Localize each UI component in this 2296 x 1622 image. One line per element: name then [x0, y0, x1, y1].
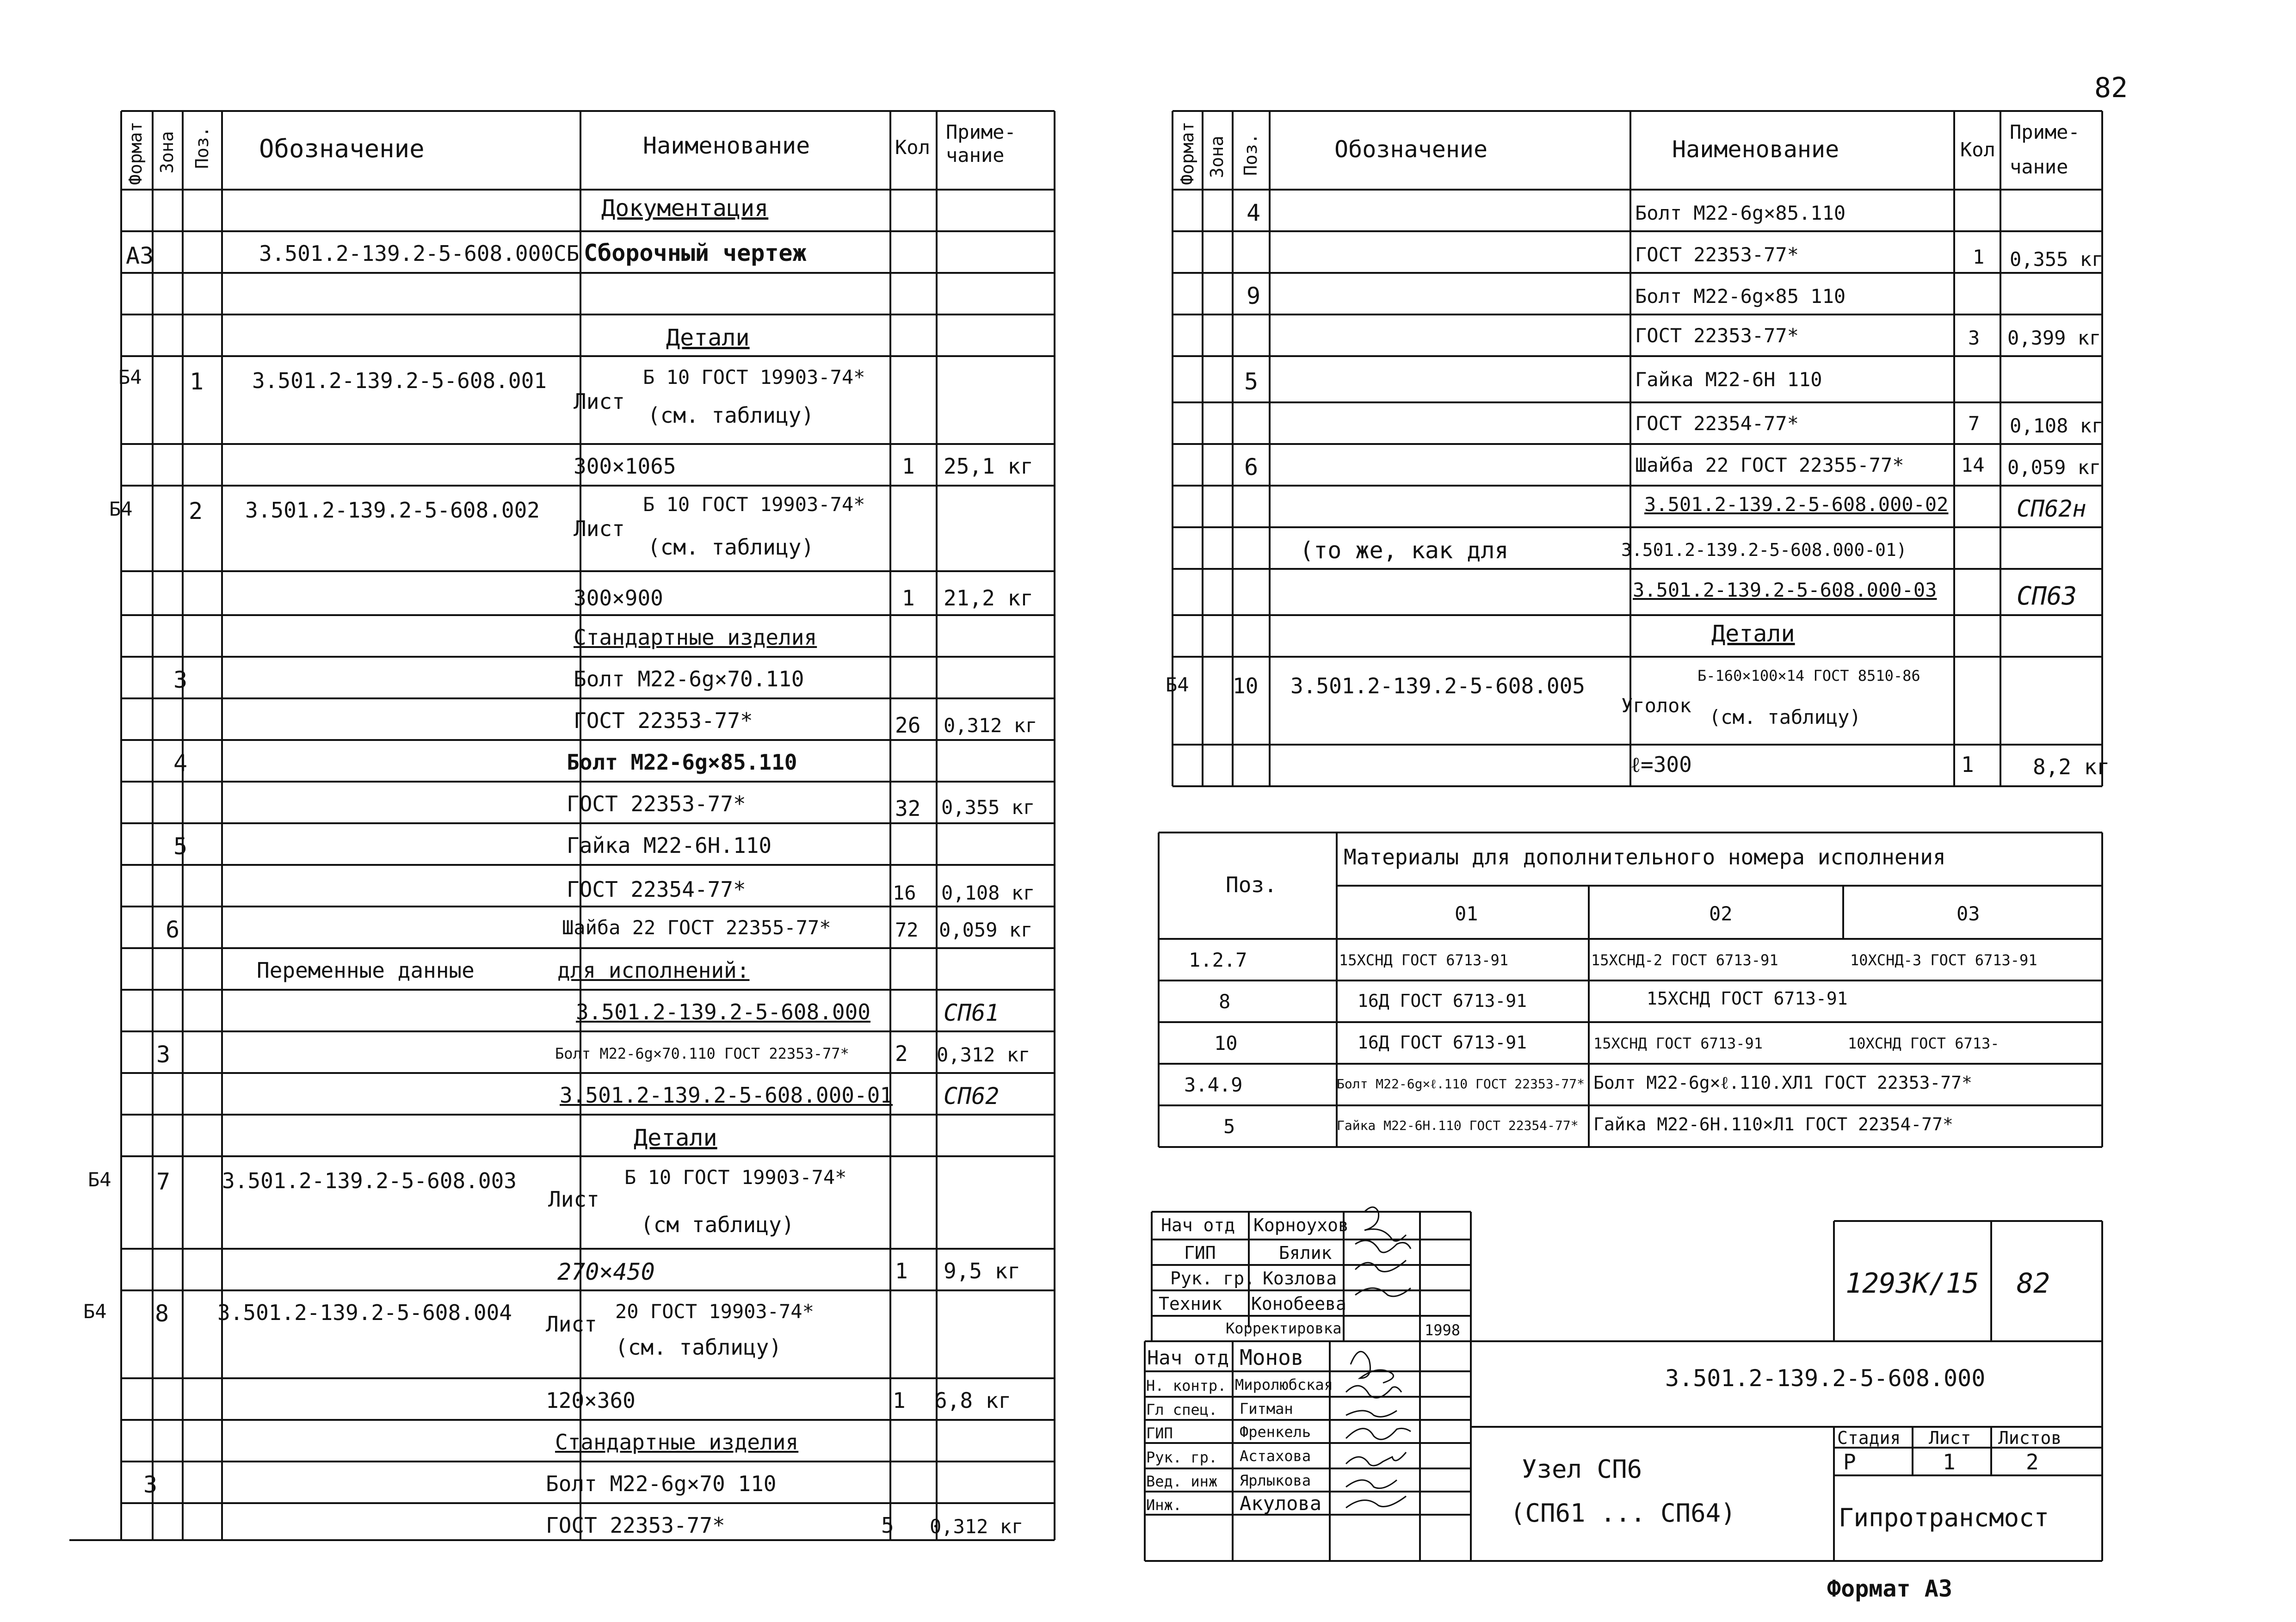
cell-pos: 7 — [156, 1168, 171, 1195]
cell-format: Б4 — [83, 1300, 107, 1323]
cell-pos: 9 — [1247, 283, 1261, 309]
cell-qty: 1 — [902, 454, 915, 479]
cell-name: 3.501.2-139.2-5-608.000 — [576, 999, 870, 1024]
cell-qty: 1 — [1961, 752, 1974, 777]
materials-cell: 10ХСНД-3 ГОСТ 6713-91 — [1850, 951, 2037, 969]
cell-name: 270×450 — [557, 1258, 655, 1285]
stamp-surname: Астахова — [1240, 1447, 1311, 1465]
cell-name: ℓ=300 — [1630, 752, 1692, 777]
header-name: Наименование — [1672, 136, 1839, 163]
cell-pos: 6 — [1244, 454, 1259, 481]
materials-cell: 10ХСНД ГОСТ 6713- — [1848, 1035, 2000, 1052]
cell-name: Болт М22-6g×70.110 — [574, 666, 804, 691]
drawing-title: Узел СП6 — [1522, 1455, 1642, 1484]
cell-pos: 4 — [1247, 199, 1261, 226]
cell-qty: 1 — [893, 1388, 906, 1413]
stamp-surname: Миролюбская — [1235, 1376, 1333, 1394]
cell-pos: 4 — [173, 750, 188, 777]
drawing-designation: 3.501.2-139.2-5-608.000 — [1665, 1365, 1986, 1392]
cell-name: 3.501.2-139.2-5-608.000-03 — [1633, 579, 1937, 601]
header-note-2: чание — [946, 144, 1005, 167]
materials-row-pos: 3.4.9 — [1184, 1073, 1243, 1096]
cell-qty: 32 — [895, 796, 921, 821]
cell-name: для исполнений: — [557, 958, 750, 983]
cell-designation: 3.501.2-139.2-5-608.005 — [1290, 673, 1585, 698]
cell-name-grade: Б 10 ГОСТ 19903-74* — [643, 366, 865, 389]
cell-name: Шайба 22 ГОСТ 22355-77* — [562, 916, 831, 939]
cell-note: 0,059 кг — [939, 919, 1033, 941]
cell-designation: 3.501.2-139.2-5-608.002 — [245, 498, 540, 523]
cell-name: Болт М22-6g×70 110 — [546, 1471, 777, 1496]
organization-name: Гипротрансмост — [1839, 1503, 2049, 1532]
signature-icon — [1332, 1341, 1420, 1517]
cell-name: ГОСТ 22353-77* — [546, 1513, 725, 1538]
header-name: Наименование — [643, 132, 810, 159]
cell-designation: 3.501.2-139.2-5-608.003 — [222, 1168, 517, 1193]
stamp-surname: Ярлыкова — [1240, 1472, 1311, 1489]
cell-note: 0,312 кг — [944, 714, 1037, 737]
cell-pos: 3 — [156, 1041, 171, 1068]
cell-format: Б4 — [109, 498, 133, 520]
cell-name-ref: (см. таблицу) — [648, 403, 815, 428]
cell-format: Б4 — [1166, 673, 1189, 696]
materials-col-02: 02 — [1709, 902, 1733, 925]
sheet-value: 1 — [1943, 1449, 1956, 1474]
cell-name: ГОСТ 22353-77* — [567, 791, 746, 816]
stamp-surname: Конобеева — [1251, 1294, 1346, 1314]
cell-note: 0,108 кг — [2010, 414, 2104, 437]
cell-name: 300×1065 — [574, 454, 676, 479]
cell-note: 25,1 кг — [944, 454, 1033, 479]
cell-name-word: Уголок — [1621, 694, 1691, 717]
materials-title: Материалы для дополнительного номера исполнения — [1344, 845, 1946, 870]
header-format: Формат — [125, 121, 146, 185]
cell-name: Болт М22-6g×85.110 — [567, 750, 797, 775]
cell-name: ГОСТ 22353-77* — [1635, 243, 1799, 266]
materials-col-03: 03 — [1957, 902, 1980, 925]
materials-cell: 16Д ГОСТ 6713-91 — [1358, 991, 1527, 1011]
cell-note: СП62н — [2017, 495, 2086, 522]
cell-note: СП62 — [944, 1083, 1000, 1110]
materials-row-pos: 8 — [1219, 990, 1231, 1013]
materials-cell: Гайка М22-6Н.110×Л1 ГОСТ 22354-77* — [1593, 1114, 1953, 1135]
stamp-surname: Френкель — [1240, 1423, 1311, 1441]
signature-icon — [1346, 1189, 1420, 1309]
stamp-role: Н. контр. — [1146, 1377, 1227, 1394]
cell-name: Болт М22-6g×85.110 — [1635, 202, 1846, 224]
stamp-surname: Бялик — [1279, 1243, 1332, 1263]
materials-cell: 15ХСНД-2 ГОСТ 6713-91 — [1591, 951, 1778, 969]
cell-pos: 8 — [155, 1300, 169, 1327]
doc-code: 1293К/15 — [1845, 1267, 1979, 1300]
cell-note: 0,312 кг — [930, 1515, 1024, 1538]
cell-qty: 1 — [902, 586, 915, 611]
cell-designation: 3.501.2-139.2-5-608.004 — [217, 1300, 512, 1325]
stamp-role: Рук. гр. — [1170, 1268, 1255, 1289]
cell-qty: 1 — [1973, 246, 1985, 268]
cell-format: Б4 — [118, 366, 142, 389]
section-heading: Стандартные изделия — [574, 625, 817, 650]
stamp-surname: Гитман — [1240, 1400, 1293, 1418]
cell-note: СП63 — [2017, 581, 2077, 611]
cell-pos: 1 — [190, 368, 204, 395]
cell-designation: 3.501.2-139.2-5-608.000СБ — [259, 241, 580, 266]
cell-name-ref: (см. таблицу) — [615, 1335, 782, 1360]
header-note-1: Приме- — [2010, 121, 2080, 143]
cell-name: Шайба 22 ГОСТ 22355-77* — [1635, 454, 1904, 476]
cell-name-grade: Б 10 ГОСТ 19903-74* — [643, 493, 865, 516]
cell-name: ГОСТ 22354-77* — [567, 877, 746, 902]
header-designation: Обозначение — [259, 134, 425, 163]
header-designation: Обозначение — [1334, 136, 1488, 163]
stamp-correction: Корректировка — [1226, 1320, 1342, 1337]
cell-name: Сборочный чертеж — [584, 240, 807, 266]
cell-name: 3.501.2-139.2-5-608.000-02 — [1644, 493, 1949, 516]
cell-name-ref: (см. таблицу) — [1709, 706, 1861, 728]
cell-name-word: Лист — [548, 1187, 599, 1212]
materials-cell: Болт М22-6g×ℓ.110.ХЛ1 ГОСТ 22353-77* — [1593, 1073, 1972, 1093]
cell-name: Гайка М22-6Н 110 — [1635, 368, 1822, 391]
stamp-role: Нач отд — [1147, 1346, 1229, 1369]
cell-name-word: Лист — [546, 1312, 597, 1337]
cell-pos: 5 — [173, 833, 188, 860]
cell-designation: (то же, как для — [1300, 537, 1509, 564]
cell-name: 120×360 — [546, 1388, 636, 1413]
materials-cell: Болт М22-6g×ℓ.110 ГОСТ 22353-77* — [1337, 1076, 1585, 1092]
header-pos: Поз. — [192, 126, 212, 169]
cell-name: 300×900 — [574, 586, 663, 611]
cell-note: 0,355 кг — [941, 796, 1035, 819]
materials-cell: Гайка М22-6Н.110 ГОСТ 22354-77* — [1337, 1118, 1579, 1133]
cell-name-ref: (см таблицу) — [641, 1212, 795, 1237]
stamp-surname: Акулова — [1240, 1492, 1322, 1515]
stamp-role: Рук. гр. — [1146, 1449, 1218, 1466]
cell-note: 8,2 кг — [2033, 754, 2110, 779]
cell-note: 21,2 кг — [944, 586, 1033, 611]
cell-name: 3.501.2-139.2-5-608.000-01) — [1621, 540, 1907, 560]
cell-qty: 3 — [1968, 327, 1980, 349]
cell-pos: 3 — [143, 1471, 158, 1498]
cell-note: 0,312 кг — [937, 1043, 1031, 1066]
cell-pos: 3 — [173, 666, 188, 693]
cell-qty: 14 — [1961, 454, 1985, 476]
cell-qty: 5 — [881, 1513, 894, 1538]
section-heading: Детали — [1711, 620, 1795, 647]
header-zone: Зона — [157, 131, 177, 173]
cell-note: 0,355 кг — [2010, 248, 2104, 271]
cell-name: Болт М22-6g×85 110 — [1635, 285, 1846, 308]
stamp-role: Техник — [1159, 1294, 1222, 1314]
cell-qty: 72 — [895, 919, 919, 941]
cell-name-word: Лист — [574, 516, 625, 541]
cell-name-grade: Б-160×100×14 ГОСТ 8510-86 — [1697, 667, 1920, 685]
cell-pos: 6 — [166, 916, 180, 943]
cell-qty: 2 — [895, 1041, 908, 1066]
stamp-role: Нач отд — [1161, 1215, 1235, 1235]
materials-cell: 16Д ГОСТ 6713-91 — [1358, 1032, 1527, 1053]
stamp-surname: Козлова — [1263, 1268, 1337, 1289]
stamp-year: 1998 — [1425, 1321, 1461, 1339]
stage-label: Стадия — [1837, 1428, 1901, 1448]
cell-pos: 5 — [1244, 368, 1259, 395]
materials-pos-header: Поз. — [1226, 872, 1277, 897]
cell-note: 6,8 кг — [934, 1388, 1012, 1413]
page-number: 82 — [2094, 72, 2128, 104]
cell-qty: 7 — [1968, 412, 1980, 435]
sheet-number: 82 — [2017, 1267, 2050, 1300]
stamp-role: Вед. инж — [1146, 1473, 1218, 1490]
materials-col-01: 01 — [1455, 902, 1478, 925]
section-heading: Стандартные изделия — [555, 1430, 799, 1455]
stamp-role: ГИП — [1184, 1243, 1216, 1263]
cell-name: Болт М22-6g×70.110 ГОСТ 22353-77* — [555, 1045, 849, 1062]
cell-qty: 1 — [895, 1258, 908, 1283]
section-heading: Документация — [601, 195, 769, 222]
materials-row-pos: 1.2.7 — [1189, 949, 1247, 971]
cell-name: ГОСТ 22353-77* — [574, 708, 753, 733]
header-pos: Поз. — [1241, 133, 1261, 176]
cell-note: СП61 — [944, 999, 1000, 1026]
header-format: Формат — [1177, 121, 1197, 185]
cell-designation: 3.501.2-139.2-5-608.001 — [252, 368, 547, 393]
cell-pos: 2 — [189, 498, 203, 524]
header-note-1: Приме- — [946, 121, 1016, 143]
cell-qty: 26 — [895, 713, 921, 738]
stamp-role: Гл спец. — [1146, 1401, 1218, 1418]
cell-name: 3.501.2-139.2-5-608.000-01 — [560, 1083, 893, 1108]
stamp-surname: Корноухов — [1253, 1215, 1349, 1235]
stamp-role: ГИП — [1146, 1425, 1173, 1442]
materials-cell: 15ХСНД ГОСТ 6713-91 — [1339, 951, 1509, 969]
section-heading: Детали — [666, 324, 750, 351]
materials-cell: 15ХСНД ГОСТ 6713-91 — [1647, 988, 1848, 1009]
cell-name-ref: (см. таблицу) — [648, 535, 815, 560]
stamp-surname: Монов — [1240, 1345, 1304, 1370]
cell-pos: 10 — [1233, 673, 1259, 698]
header-qty: Кол — [1960, 138, 1995, 161]
cell-name: Гайка М22-6Н.110 — [567, 833, 772, 858]
cell-format: Б4 — [88, 1168, 111, 1191]
sheets-label: Листов — [1998, 1428, 2062, 1448]
cell-format: А3 — [126, 242, 154, 269]
cell-note: 0,399 кг — [2007, 327, 2101, 349]
materials-row-pos: 10 — [1214, 1032, 1238, 1055]
drawing-subtitle: (СП61 ... СП64) — [1510, 1499, 1736, 1528]
cell-designation: Переменные данные — [257, 958, 475, 983]
format-footer: Формат А3 — [1827, 1575, 1952, 1602]
materials-cell: 15ХСНД ГОСТ 6713-91 — [1593, 1035, 1763, 1052]
cell-note: 9,5 кг — [944, 1258, 1021, 1283]
sheets-value: 2 — [2026, 1449, 2039, 1474]
header-note-2: чание — [2010, 155, 2068, 178]
materials-row-pos: 5 — [1223, 1115, 1235, 1138]
section-heading: Детали — [634, 1124, 717, 1151]
header-zone: Зона — [1207, 136, 1227, 178]
cell-name: ГОСТ 22354-77* — [1635, 412, 1799, 435]
stamp-role: Инж. — [1146, 1496, 1182, 1514]
sheet-label: Лист — [1929, 1428, 1971, 1448]
cell-name-word: Лист — [574, 389, 625, 414]
cell-name: ГОСТ 22353-77* — [1635, 324, 1799, 347]
cell-name-grade: Б 10 ГОСТ 19903-74* — [624, 1166, 847, 1189]
cell-note: 0,108 кг — [941, 882, 1035, 904]
cell-note: 0,059 кг — [2007, 456, 2101, 479]
cell-qty: 16 — [893, 882, 916, 904]
stage-value: Р — [1843, 1449, 1856, 1474]
cell-name-grade: 20 ГОСТ 19903-74* — [615, 1300, 814, 1323]
header-qty: Кол — [895, 136, 930, 159]
